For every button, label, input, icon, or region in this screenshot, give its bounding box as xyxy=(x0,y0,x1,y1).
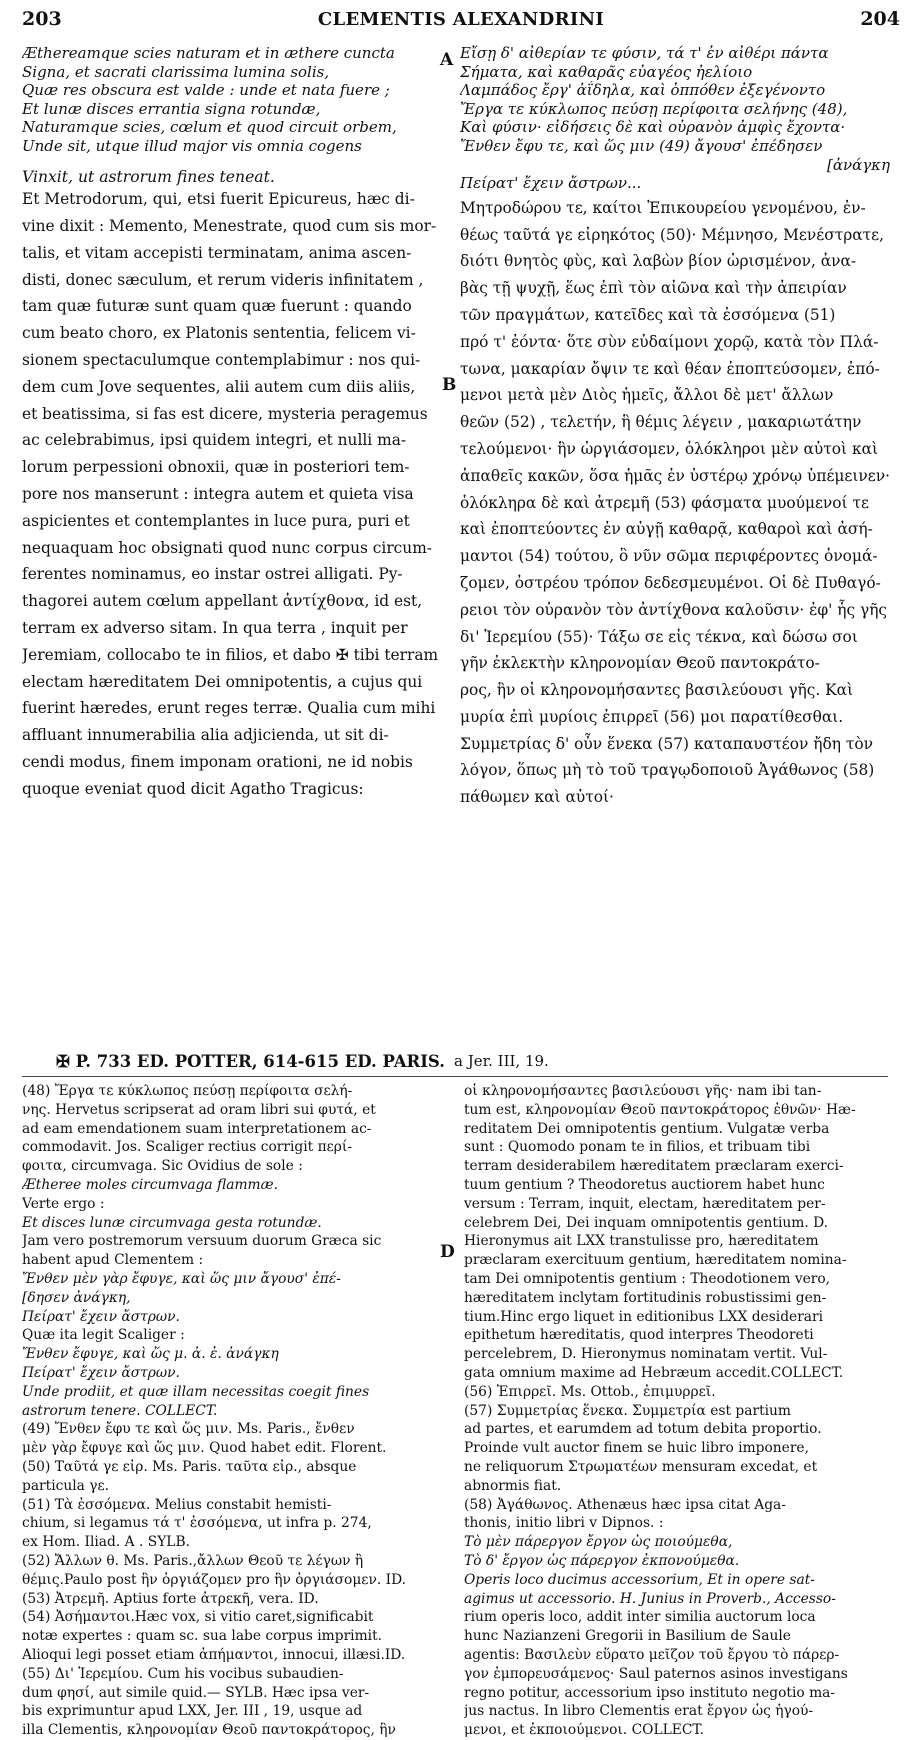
latin-prose-line: et beatissima, si fas est dicere, mysteria peragemus xyxy=(22,404,428,423)
note-line: tuum gentium ? Theodoretus auctiorem habet hunc xyxy=(464,1176,825,1193)
note-line: νης. Hervetus scripserat ad oram libri sui φυτά, et xyxy=(22,1101,376,1118)
note-line: notæ expertes : quam sc. sua labe corpus imprimit. xyxy=(22,1628,382,1645)
note-line: ad eam emendationem suam interpretationem ac- xyxy=(22,1120,372,1137)
margin-letter-d: D xyxy=(440,1242,455,1262)
latin-verse-line: Naturamque scies, cœlum et quod circuit orbem, xyxy=(22,118,397,137)
note-line: Ἔνθεν ἔφυγε, καὶ ὥς μ. ἀ. ἐ. ἀνάγκη xyxy=(22,1346,279,1363)
latin-prose-line: electam hæreditatem Dei omnipotentis, a cujus qui xyxy=(22,672,423,691)
notes-column-right xyxy=(464,1082,890,1740)
notes-column-left xyxy=(22,1082,450,1740)
note-line: abnormis fiat. xyxy=(464,1477,562,1494)
note-line: gata omnium maxime ad Hebræum accedit.COLLECT. xyxy=(464,1364,844,1381)
note-line: Hieronymus ait LXX transtulisse pro, hæreditatem xyxy=(464,1233,819,1250)
note-line: [δησεν ἀνάγκη, xyxy=(22,1289,131,1306)
note-line: tum est, κληρονομίαν Θεοῦ παντοκράτορος ἐθνῶν· Hæ- xyxy=(464,1101,856,1118)
note-line: Πείρατ' ἔχειν ἄστρων. xyxy=(22,1364,180,1381)
greek-prose-line: ρειοι τὸν οὐρανὸν τὸν ἀντίχθονα καλοῦσιν· ἐφ' ἧς γῆς xyxy=(460,600,888,619)
note-line: jus nactus. In libro Clementis erat ἔργον ὡς ἡγού- xyxy=(464,1703,814,1720)
greek-verse-continuation: [ἀνάγκη xyxy=(826,155,890,174)
note-line: celebrem Dei, Dei inquam omnipotentis gentium. D. xyxy=(464,1214,829,1231)
greek-verse-line: Σήματα, καὶ καθαρᾶς εὐαγέος ἠελίοιο xyxy=(460,62,753,81)
note-line: habent apud Clementem : xyxy=(22,1252,204,1269)
note-line: θέμις.Paulo post ἣν ὀργιάζομεν pro ἣν ὀργιάσομεν. ID. xyxy=(22,1571,407,1588)
latin-prose-line: affluant innumerabilia alia adjicienda, ut sit di- xyxy=(22,726,389,745)
greek-prose-line: λόγον, ὅπως μὴ τὸ τοῦ τραγῳδοποιοῦ Ἀγάθωνος (58) xyxy=(460,761,875,780)
note-line: Alioqui legi posset etiam ἀπήμαντοι, innocui, illæsi.ID. xyxy=(22,1646,406,1663)
note-line: Ἔνθεν μὲν γὰρ ἔφυγε, καὶ ὥς μιν ἄγουσ' ἐπέ- xyxy=(22,1270,341,1287)
note-line: Proinde vult auctor finem se huic libro imponere, xyxy=(464,1440,809,1457)
greek-prose-line: μαντοι (54) τούτου, ὃ νῦν σῶμα περιφέροντες ὀνομά- xyxy=(460,547,878,566)
latin-verse-line: Unde sit, utque illud major vis omnia cogens xyxy=(22,136,362,155)
note-line: versum : Terram, inquit, electam, hæreditatem per- xyxy=(464,1195,826,1212)
note-line: ex Hom. Iliad. A . SYLB. xyxy=(22,1534,190,1551)
latin-text-column xyxy=(22,44,450,802)
note-line: agentis: Βασιλεὺν εὕρατο μεῖζον τοῦ ἔργου τὸ πάρερ- xyxy=(464,1646,840,1663)
latin-prose-line: pore nos manserunt : integra autem et quieta visa xyxy=(22,484,414,503)
latin-prose-line: cendi modus, finem imponam orationi, ne id nobis xyxy=(22,752,413,771)
latin-prose-line: nequaquam hoc obsignati quod nunc corpus circum- xyxy=(22,538,433,557)
greek-verse-line: Ἔνθεν ἔφυ τε, καὶ ὥς μιν (49) ἄγουσ' ἐπέδησεν xyxy=(460,136,823,155)
note-line: dum φησί, aut simile quid.— SYLB. Hæc ipsa ver- xyxy=(22,1684,370,1701)
latin-prose-line: ferentes nominamus, eo instar ostrei alligati. Py- xyxy=(22,565,403,584)
note-line: tam Dei omnipotentis gentium : Theodotionem vero, xyxy=(464,1270,831,1287)
note-line: præclaram exercituum gentium, hæreditatem nomina- xyxy=(464,1252,847,1269)
note-line: γον ἐμπορευσάμενος· Saul paternos asinos investigans xyxy=(464,1665,848,1682)
latin-verse-line: Signa, et sacrati clarissima lumina solis, xyxy=(22,62,330,81)
latin-prose-line: aspicientes et contemplantes in luce pura, puri et xyxy=(22,511,410,530)
note-line: chium, si legamus τά τ' ἐσσόμενα, ut infra p. 274, xyxy=(22,1515,372,1532)
note-line: epithetum hæreditatis, quod interpres Theodoreti xyxy=(464,1327,814,1344)
note-line: Τὸ μὲν πάρεργον ἔργον ὡς ποιούμεθα, xyxy=(464,1534,733,1551)
greek-prose-line: πάθωμεν καὶ αὐτοί· xyxy=(460,788,614,807)
page-number-left: 203 xyxy=(22,8,62,30)
greek-prose-line: ρος, ἣν οἱ κληρονομήσαντες βασιλεύουσι γῆς. Καὶ xyxy=(460,681,854,700)
note-line: φοιτα, circumvaga. Sic Ovidius de sole : xyxy=(22,1158,303,1175)
greek-prose-line: τελούμενοι· ἣν ὠργιάσομεν, ὁλόκληροι μὲν αὐτοὶ καὶ xyxy=(460,439,878,458)
notes-divider xyxy=(22,1076,888,1077)
greek-prose-line: τῶν πραγμάτων, κατεῖδες καὶ τὰ ἐσσόμενα (51) xyxy=(460,305,836,324)
running-title: CLEMENTIS ALEXANDRINI xyxy=(317,9,605,30)
latin-prose-line: quoque eveniat quod dicit Agatho Tragicus: xyxy=(22,779,364,798)
latin-prose-line: terram ex adverso sitam. In qua terra , inquit per xyxy=(22,618,408,637)
note-line: agimus ut accessorio. H. Junius in Proverb., Accesso- xyxy=(464,1590,836,1607)
note-line: particula γε. xyxy=(22,1477,110,1494)
note-line: ad partes, et earumdem ad totum debita proportio. xyxy=(464,1421,822,1438)
greek-verse-line: Εἴσῃ δ' αἰθερίαν τε φύσιν, τά τ' ἐν αἰθέρι πάντα xyxy=(460,44,829,62)
greek-prose-line: μενοι μετὰ μὲν Διὸς ἡμεῖς, ἄλλοι δὲ μετ' ἄλλων xyxy=(460,386,834,405)
latin-prose-line: talis, et vitam accepisti terminatam, anima ascen- xyxy=(22,243,412,262)
note-line: tium.Hinc ergo liquet in editionibus LXX desiderari xyxy=(464,1308,824,1325)
note-line: (48) Ἔργα τε κύκλωπος πεύσῃ περίφοιτα σελή- xyxy=(22,1083,353,1099)
greek-prose-line: μυρία ἐπὶ μυρίοις ἐπιρρεῖ (56) μοι παρατίθεσθαι. xyxy=(460,707,844,726)
note-line: hunc Nazianzeni Gregorii in Basilium de Saule xyxy=(464,1628,791,1645)
latin-verse-line: Quæ res obscura est valde : unde et nata fuere ; xyxy=(22,81,390,100)
note-line: (50) Ταῦτά γε εἰρ. Ms. Paris. ταῦτα εἰρ., absque xyxy=(22,1458,357,1475)
latin-prose-line: lorum perpessioni obnoxii, quæ in posteriori tem- xyxy=(22,458,410,477)
note-line: Verte ergo : xyxy=(22,1195,105,1212)
greek-verse-line: Λαμπάδος ἔργ' ἀΐδηλα, καὶ ὁππόθεν ἐξεγένοντο xyxy=(460,81,826,100)
note-line: (54) Ἀσήμαντοι.Hæc vox, si vitio caret,significabit xyxy=(22,1609,374,1626)
greek-verse-line: Ἔργα τε κύκλωπος πεύσῃ περίφοιτα σελήνης (48), xyxy=(460,99,848,118)
margin-letter-a: A xyxy=(440,50,454,70)
note-line: illa Clementis, κληρονομίαν Θεοῦ παντοκράτορος, ἣν xyxy=(22,1722,396,1739)
note-line: terram desiderabilem hæreditatem præclaram exerci- xyxy=(464,1158,844,1175)
note-line: sunt : Quomodo ponam te in filios, et tribuam tibi xyxy=(464,1139,811,1156)
latin-prose-line: fuerint hæredes, erunt reges terræ. Qualia cum mihi xyxy=(22,699,436,718)
latin-verse-block xyxy=(22,44,450,156)
latin-prose-line: dem cum Jove sequentes, alii autem cum diis aliis, xyxy=(22,377,416,396)
greek-verse-line: Καὶ φύσιν· εἰδήσεις δὲ καὶ οὐρανὸν ἀμφὶς ἔχοντα· xyxy=(460,118,846,137)
latin-verse-last: Vinxit, ut astrorum fines teneat. xyxy=(22,167,275,186)
note-line: thonis, initio libri v Dipnos. : xyxy=(464,1515,664,1532)
greek-prose-line: Μητροδώρου τε, καίτοι Ἐπικουρείου γενομένου, ἐν- xyxy=(460,198,866,217)
note-line: Jam vero postremorum versuum duorum Græca sic xyxy=(22,1233,382,1250)
note-line: Et disces lunæ circumvaga gesta rotundæ. xyxy=(22,1214,322,1231)
note-line: (53) Ἀτρεμῆ. Aptius forte ἀτρεκῆ, vera. ID. xyxy=(22,1590,319,1607)
greek-prose-line: καὶ ἐποπτεύοντες ἐν αὐγῇ καθαρᾷ, καθαροὶ καὶ ἀσή- xyxy=(460,520,873,539)
note-line: (56) Ἐπιρρεῖ. Ms. Ottob., ἐπιμυρρεῖ. xyxy=(464,1383,716,1400)
greek-prose-line: θεῶν (52) , τελετήν, ἣ θέμις λέγειν , μακαριωτάτην xyxy=(460,413,862,432)
note-line: μενοι, et ἐκποιούμενοι. COLLECT. xyxy=(464,1722,704,1739)
running-header xyxy=(22,8,900,34)
latin-prose-line: cum beato choro, ex Platonis sententia, felicem vi- xyxy=(22,324,416,343)
greek-text-column xyxy=(460,44,890,811)
note-line: Unde prodiit, et quæ illam necessitas coegit fines xyxy=(22,1383,370,1400)
greek-prose-line: θέως ταῦτά γε εἰρηκότος (50)· Μέμνησο, Μενέστρατε, xyxy=(460,225,885,244)
page-number-right: 204 xyxy=(860,8,900,30)
greek-prose-line: γῆν ἐκλεκτὴν κληρονομίαν Θεοῦ παντοκράτο- xyxy=(460,654,820,673)
greek-prose-line: δι' Ἱερεμίου (55)· Τάξω σε εἰς τέκνα, καὶ δώσω σοι xyxy=(460,627,858,646)
note-line: Operis loco ducimus accessorium, Et in opere sat- xyxy=(464,1571,815,1588)
greek-verse-last: Πείρατ' ἔχειν ἄστρων... xyxy=(460,174,642,193)
greek-prose-block xyxy=(460,195,890,811)
latin-prose-line: disti, donec sæculum, et rerum videris infinitatem , xyxy=(22,270,424,289)
latin-prose-line: sionem spectaculumque contemplabimur : nos qui- xyxy=(22,350,421,369)
note-line: (52) Ἄλλων θ. Ms. Paris.,ἄλλων Θεοῦ τε λέγων ἢ xyxy=(22,1552,364,1569)
note-line: Quæ ita legit Scaliger : xyxy=(22,1327,185,1344)
note-line: (51) Τὰ ἐσσόμενα. Melius constabit hemisti- xyxy=(22,1496,332,1513)
note-line: regno potitur, accessorium ipso instituto negotio ma- xyxy=(464,1684,836,1701)
margin-letter-b: B xyxy=(442,375,457,395)
note-line: μὲν γὰρ ἔφυγε καὶ ὥς μιν. Quod habet edit. Florent. xyxy=(22,1440,387,1457)
note-line: bis exprimuntur apud LXX, Jer. III , 19, usque ad xyxy=(22,1703,363,1720)
latin-prose-line: thagorei autem cœlum appellant ἀντίχθονα, id est, xyxy=(22,592,423,611)
note-line: (58) Ἀγάθωνος. Athenæus hæc ipsa citat Aga- xyxy=(464,1496,786,1513)
note-line: percelebrem, D. Hieronymus nominatam vertit. Vul- xyxy=(464,1346,828,1363)
latin-verse-line: Æthereamque scies naturam et in æthere cuncta xyxy=(22,44,395,62)
greek-prose-line: ἀπαθεῖς κακῶν, ὅσα ἡμᾶς ἐν ὑστέρῳ χρόνῳ ὑπέμεινεν· xyxy=(460,466,890,485)
note-line: hæreditatem inclytam fortitudinis robustissimi gen- xyxy=(464,1289,827,1306)
greek-prose-line: πρό τ' ἐόντα· ὅτε σὺν εὐδαίμονι χορῷ, κατὰ τὸν Πλά- xyxy=(460,332,879,351)
note-line: reditatem Dei omnipotentis gentium. Vulgatæ verba xyxy=(464,1120,830,1137)
greek-prose-line: Συμμετρίας δ' οὖν ἕνεκα (57) καταπαυστέον ἤδη τὸν xyxy=(460,734,873,753)
note-line: (57) Συμμετρίας ἕνεκα. Συμμετρία est partium xyxy=(464,1402,791,1419)
edition-reference-line xyxy=(22,1052,892,1074)
latin-prose-line: ac celebrabimus, ipsi quidem integri, et nulli ma- xyxy=(22,431,407,450)
edition-page-reference: ✠ P. 733 ED. POTTER, 614-615 ED. PARIS. xyxy=(56,1052,446,1071)
note-line: οἱ κληρονομήσαντες βασιλεύουσι γῆς· nam ibi tan- xyxy=(464,1083,822,1099)
note-line: astrorum tenere. COLLECT. xyxy=(22,1402,218,1419)
greek-prose-line: τωνα, μακαρίαν ὄψιν τε καὶ θέαν ἐποπτεύσομεν, ἑπό- xyxy=(460,359,880,378)
latin-prose-line: tam quæ futuræ sunt quam quæ fuerunt : quando xyxy=(22,297,412,316)
note-line: rium operis loco, addit inter similia auctorum loca xyxy=(464,1609,816,1626)
note-line: Πείρατ' ἔχειν ἄστρων. xyxy=(22,1308,180,1325)
note-line: ne reliquorum Στρωματέων mensuram excedat, et xyxy=(464,1458,818,1475)
latin-verse-line: Et lunæ disces errantia signa rotundæ, xyxy=(22,99,321,118)
note-line: Ætheree moles circumvaga flammæ. xyxy=(22,1176,278,1193)
latin-prose-line: vine dixit : Memento, Menestrate, quod cum sis mor- xyxy=(22,216,437,235)
note-line: (49) Ἔνθεν ἔφυ τε καὶ ὥς μιν. Ms. Paris., ἔνθεν xyxy=(22,1421,355,1438)
greek-prose-line: ζομεν, ὀστρέου τρόπον δεδεσμευμένοι. Οἱ δὲ Πυθαγό- xyxy=(460,573,881,592)
latin-prose-line: Jeremiam, collocabo te in filios, et dabo ✠ tibi terram xyxy=(22,645,439,664)
scripture-footnote: a Jer. III, 19. xyxy=(454,1052,549,1070)
greek-prose-line: ὁλόκληρα δὲ καὶ ἀτρεμῆ (53) φάσματα μυούμενοί τε xyxy=(460,493,869,512)
greek-prose-line: διότι θνητὸς φὺς, καὶ λαβὼν βίον ὡρισμένον, ἀνα- xyxy=(460,252,857,271)
note-line: (55) Δι' Ἱερεμίου. Cum his vocibus subaudien- xyxy=(22,1665,344,1682)
latin-prose-block xyxy=(22,186,450,802)
greek-verse-block xyxy=(460,44,890,193)
note-line: Τὸ δ' ἔργον ὡς πάρεργον ἐκπονούμεθα. xyxy=(464,1552,740,1569)
latin-prose-line: Et Metrodorum, qui, etsi fuerit Epicureus, hæc di- xyxy=(22,190,415,209)
greek-prose-line: βὰς τῇ ψυχῇ, ἕως ἐπὶ τὸν αἰῶνα καὶ τὴν ἀπειρίαν xyxy=(460,279,847,298)
note-line: commodavit. Jos. Scaliger rectius corrigit περί- xyxy=(22,1139,352,1156)
